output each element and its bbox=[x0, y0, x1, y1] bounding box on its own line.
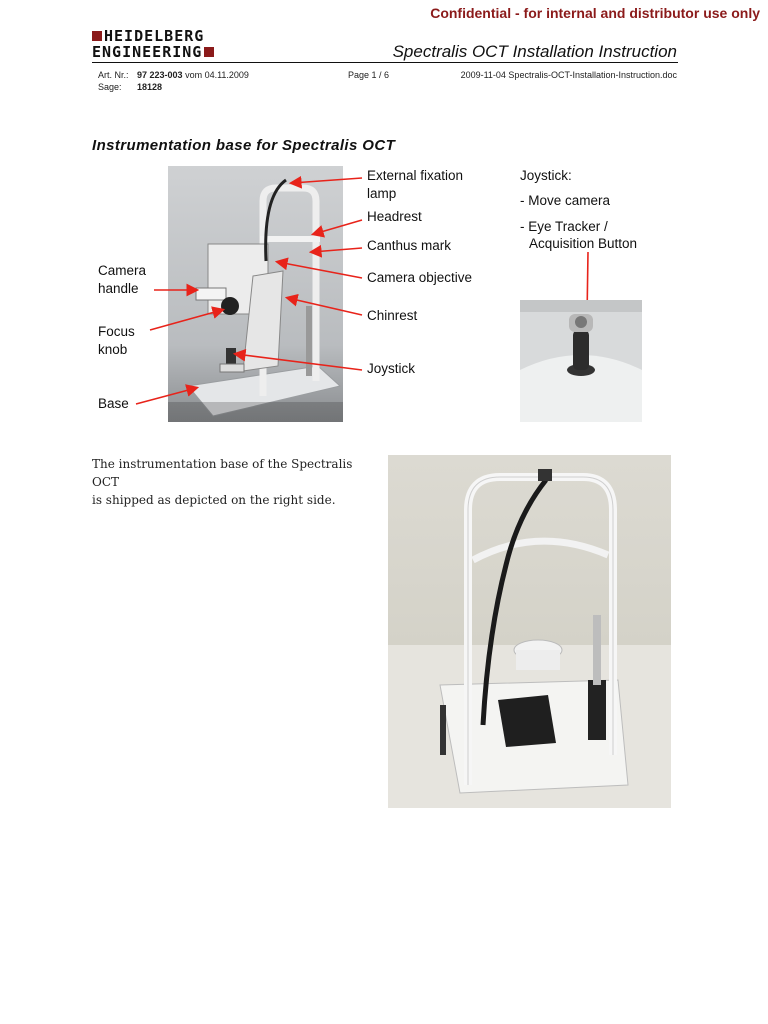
arrow-focus-knob bbox=[150, 310, 222, 330]
joystick-info bbox=[517, 166, 667, 260]
art-nr-label: Art. Nr.: bbox=[98, 70, 129, 80]
joystick-item-acquisition: Acquisition Button bbox=[529, 236, 638, 251]
art-nr-date: vom 04.11.2009 bbox=[185, 70, 249, 80]
arrow-chinrest bbox=[288, 298, 362, 315]
label-joystick: Joystick bbox=[367, 361, 416, 376]
shipped-base-photo bbox=[388, 455, 671, 808]
label-camera-objective: Camera objective bbox=[367, 270, 473, 285]
body-line-1: The instrumentation base of the Spectralis OCT bbox=[92, 457, 353, 489]
label-external-fixation: External fixation bbox=[367, 168, 464, 183]
label-knob: knob bbox=[98, 342, 128, 357]
label-camera: Camera bbox=[98, 263, 147, 278]
body-line-2: is shipped as depicted on the right side. bbox=[92, 493, 336, 507]
label-chinrest: Chinrest bbox=[367, 308, 418, 323]
arrow-objective bbox=[278, 262, 362, 278]
label-base: Base bbox=[98, 396, 129, 411]
label-headrest: Headrest bbox=[367, 209, 422, 224]
label-handle: handle bbox=[98, 281, 139, 296]
arrow-headrest bbox=[314, 220, 362, 234]
joystick-item-eye-tracker: - Eye Tracker / bbox=[520, 219, 608, 234]
arrow-joystick bbox=[236, 354, 362, 370]
arrow-fixation bbox=[292, 178, 362, 183]
sage-value: 18128 bbox=[137, 82, 163, 92]
label-lamp: lamp bbox=[367, 186, 397, 201]
arrow-canthus bbox=[312, 248, 362, 252]
art-nr-value: 97 223-003 bbox=[137, 70, 183, 80]
file-name: 2009-11-04 Spectralis-OCT-Installation-Instruction.doc bbox=[460, 70, 677, 80]
logo-text-bottom: ENGINEERING bbox=[92, 42, 203, 61]
section-title: Instrumentation base for Spectralis OCT bbox=[92, 137, 396, 154]
joystick-closeup-photo bbox=[520, 300, 642, 422]
joystick-title: Joystick: bbox=[520, 168, 572, 183]
joystick-item-move: - Move camera bbox=[520, 193, 611, 208]
label-focus: Focus bbox=[98, 324, 135, 339]
page-number: Page 1 / 6 bbox=[348, 70, 390, 80]
sage-label: Sage: bbox=[98, 82, 122, 92]
logo-text-top: HEIDELBERG bbox=[104, 26, 205, 45]
body-paragraph bbox=[92, 455, 382, 509]
label-canthus-mark: Canthus mark bbox=[367, 238, 452, 253]
arrow-base bbox=[136, 388, 196, 404]
confidential-notice: Confidential - for internal and distributor use only bbox=[430, 5, 760, 21]
document-title: Spectralis OCT Installation Instruction bbox=[392, 42, 677, 61]
